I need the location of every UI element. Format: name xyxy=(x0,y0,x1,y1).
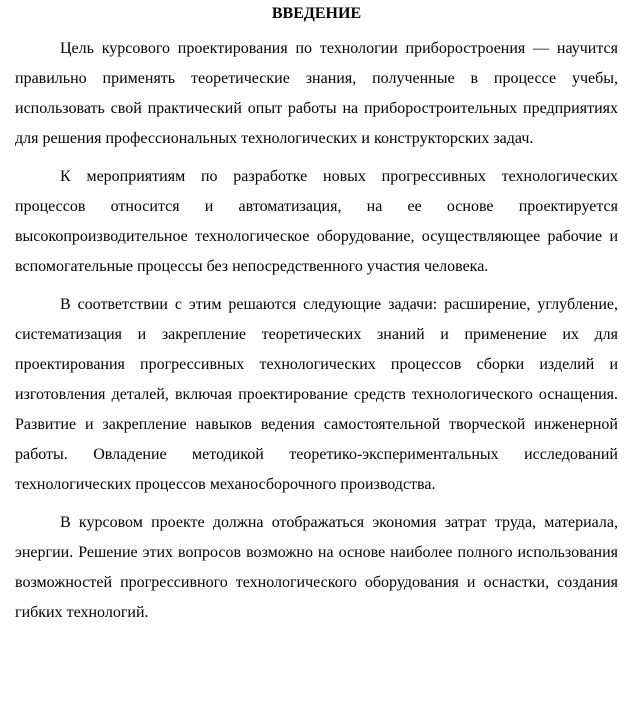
page-title: ВВЕДЕНИЕ xyxy=(271,5,362,22)
paragraph-economy: В курсовом проекте должна отображаться экономия затрат труда, материала, энергии. Решение этих вопросов возможно на основе наиболее полного использования возможностей прогрессивного технологического оборудования и оснастки, создания гибких технологий. xyxy=(15,514,618,621)
paragraph-tasks: В соответствии с этим решаются следующие задачи: расширение, углубление, систематизация и закрепление теоретических знаний и применение их для проектирования прогрессивных технологических процессов сборки изделий и изготовления деталей, включая проектирование средств технологического оснащения. Развитие и закрепление навыков ведения самостоятельной творческой инженерной работы. Овладение методикой теоретико-экспериментальных исследований технологических процессов механосборочного производства. xyxy=(15,296,618,493)
paragraph-goal: Цель курсового проектирования по технологии приборостроения — научится правильно применять теоретические знания, полученные в процессе учебы, использовать свой практический опыт работы на приборостроительных предприятиях для решения профессиональных технологических и конструкторских задач. xyxy=(15,40,618,147)
paragraph-automation: К мероприятиям по разработке новых прогрессивных технологических процессов относится и автоматизация, на ее основе проектируется высокопроизводительное технологическое оборудование, осуществляющее рабочие и вспомогательные процессы без непосредственного участия человека. xyxy=(15,168,618,275)
